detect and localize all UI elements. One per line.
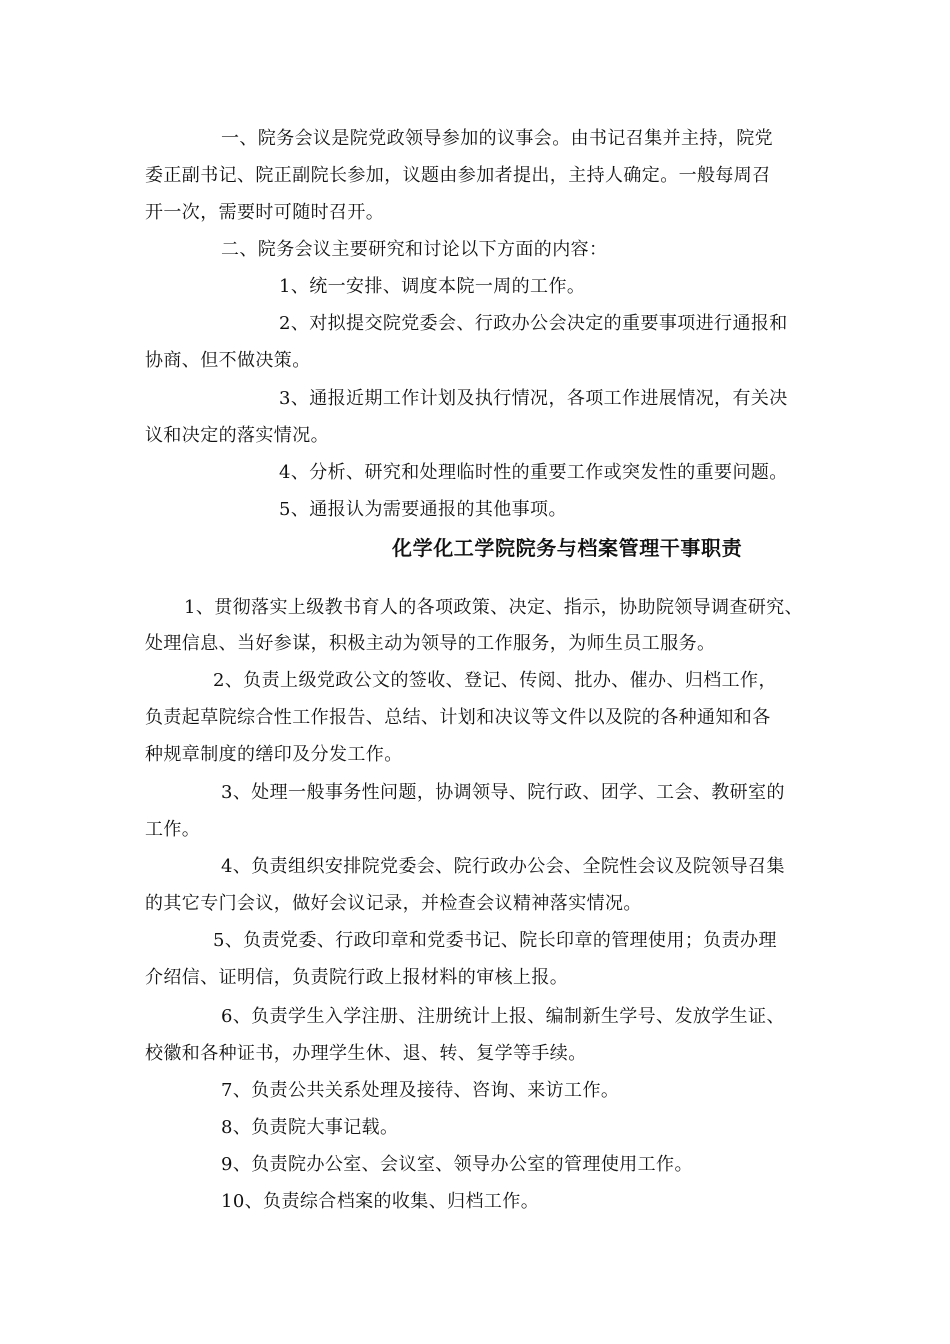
list-item: 3、处理一般事务性问题，协调领导、院行政、团学、工会、教研室的 [221, 782, 785, 803]
paragraph-line: 议和决定的落实情况。 [145, 425, 329, 446]
paragraph-line: 种规章制度的缮印及分发工作。 [145, 744, 403, 765]
list-item: 2、负责上级党政公文的签收、登记、传阅、批办、催办、归档工作， [213, 670, 777, 691]
list-item: 10、负责综合档案的收集、归档工作。 [221, 1191, 540, 1212]
list-item: 4、负责组织安排院党委会、院行政办公会、全院性会议及院领导召集 [221, 856, 785, 877]
list-item: 5、负责党委、行政印章和党委书记、院长印章的管理使用；负责办理 [213, 930, 777, 951]
paragraph-line: 介绍信、证明信，负责院行政上报材料的审核上报。 [145, 967, 569, 988]
list-item: 1、贯彻落实上级教书育人的各项政策、决定、指示，协助院领导调查研究、 [184, 597, 804, 618]
list-item: 3、通报近期工作计划及执行情况，各项工作进展情况，有关决 [279, 388, 788, 409]
list-item: 1、统一安排、调度本院一周的工作。 [279, 276, 586, 297]
paragraph-line: 的其它专门会议，做好会议记录，并检查会议精神落实情况。 [145, 893, 642, 914]
list-item: 4、分析、研究和处理临时性的重要工作或突发性的重要问题。 [279, 462, 788, 483]
list-item: 9、负责院办公室、会议室、领导办公室的管理使用工作。 [221, 1154, 693, 1175]
paragraph-line: 工作。 [145, 819, 201, 840]
paragraph-line: 一、院务会议是院党政领导参加的议事会。由书记召集并主持，院党 [221, 128, 773, 149]
section-title: 化学化工学院院务与档案管理干事职责 [392, 536, 743, 560]
paragraph-line: 负责起草院综合性工作报告、总结、计划和决议等文件以及院的各种通知和各 [145, 707, 771, 728]
list-item: 6、负责学生入学注册、注册统计上报、编制新生学号、发放学生证、 [221, 1006, 785, 1027]
list-item: 7、负责公共关系处理及接待、咨询、来访工作。 [221, 1080, 620, 1101]
paragraph-line: 二、院务会议主要研究和讨论以下方面的内容： [221, 239, 608, 260]
paragraph-line: 处理信息、当好参谋，积极主动为领导的工作服务，为师生员工服务。 [145, 633, 716, 654]
paragraph-line: 校徽和各种证书，办理学生休、退、转、复学等手续。 [145, 1043, 587, 1064]
paragraph-line: 开一次，需要时可随时召开。 [145, 202, 385, 223]
paragraph-line: 协商、但不做决策。 [145, 350, 311, 371]
paragraph-line: 委正副书记、院正副院长参加，议题由参加者提出，主持人确定。一般每周召 [145, 165, 771, 186]
list-item: 8、负责院大事记载。 [221, 1117, 399, 1138]
list-item: 2、对拟提交院党委会、行政办公会决定的重要事项进行通报和 [279, 313, 788, 334]
list-item: 5、通报认为需要通报的其他事项。 [279, 499, 567, 520]
